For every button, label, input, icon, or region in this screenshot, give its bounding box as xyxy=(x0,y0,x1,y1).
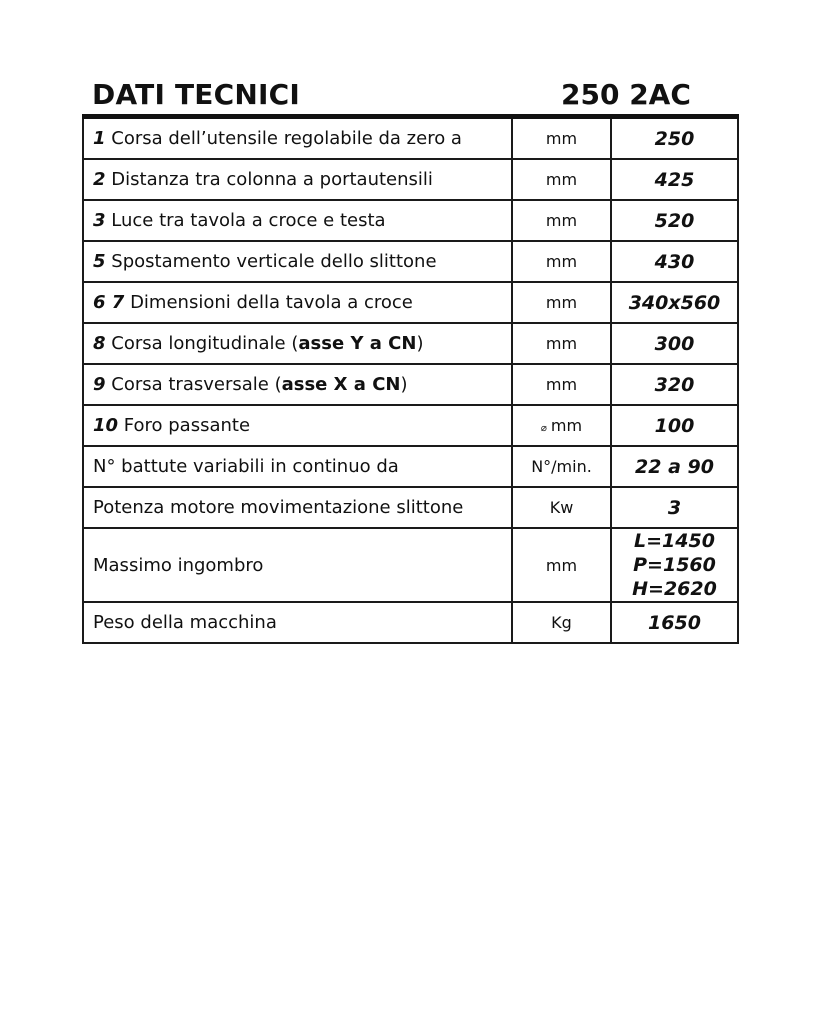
spec-label: Massimo ingombro xyxy=(83,528,512,602)
ref-number: 9 xyxy=(93,374,106,395)
dimension-depth: P=1560 xyxy=(633,554,716,576)
table-row xyxy=(83,405,738,446)
unit-text: mm xyxy=(550,416,583,435)
ref-number: 1 xyxy=(93,128,106,149)
spec-label xyxy=(83,282,512,323)
spec-label xyxy=(83,159,512,200)
spec-unit xyxy=(512,405,611,446)
table-row xyxy=(83,241,738,282)
spec-unit: mm xyxy=(512,200,611,241)
label-text: Corsa longitudinale ( xyxy=(111,333,299,354)
spec-unit: mm xyxy=(512,528,611,602)
spec-label xyxy=(83,405,512,446)
spec-unit: mm xyxy=(512,323,611,364)
ref-number: 6 7 xyxy=(93,292,125,313)
table-row xyxy=(83,602,738,643)
table-row xyxy=(83,528,738,602)
table-row xyxy=(83,159,738,200)
spec-label xyxy=(83,323,512,364)
label-text: Luce tra tavola a croce e testa xyxy=(111,210,386,231)
spec-unit: Kg xyxy=(512,602,611,643)
ref-number: 3 xyxy=(93,210,106,231)
header xyxy=(92,78,732,114)
spec-value: 3 xyxy=(611,487,738,528)
table-row xyxy=(83,446,738,487)
ref-number: 5 xyxy=(93,251,106,272)
spec-value xyxy=(611,528,738,602)
ref-number: 8 xyxy=(93,333,106,354)
spec-unit: N°/min. xyxy=(512,446,611,487)
label-text: Dimensioni della tavola a croce xyxy=(130,292,413,313)
table-row xyxy=(83,282,738,323)
spec-unit: mm xyxy=(512,282,611,323)
spec-value: 425 xyxy=(611,159,738,200)
spec-unit: mm xyxy=(512,159,611,200)
spec-label xyxy=(83,117,512,160)
spec-label xyxy=(83,241,512,282)
table-row xyxy=(83,117,738,160)
label-text: Spostamento verticale dello slittone xyxy=(111,251,437,272)
label-end: ) xyxy=(400,374,408,395)
dimension-height: H=2620 xyxy=(632,578,717,600)
spec-value: 340x560 xyxy=(611,282,738,323)
spec-value: 520 xyxy=(611,200,738,241)
ref-number: 2 xyxy=(93,169,106,190)
spec-label xyxy=(83,364,512,405)
label-text: Corsa dell’utensile regolabile da zero a xyxy=(111,128,462,149)
spec-label xyxy=(83,200,512,241)
spec-unit: Kw xyxy=(512,487,611,528)
label-text: Corsa trasversale ( xyxy=(111,374,282,395)
spec-value: 320 xyxy=(611,364,738,405)
spec-value: 250 xyxy=(611,117,738,160)
label-end: ) xyxy=(416,333,424,354)
spec-unit: mm xyxy=(512,117,611,160)
spec-unit: mm xyxy=(512,364,611,405)
spec-unit: mm xyxy=(512,241,611,282)
ref-number: 10 xyxy=(93,415,119,436)
spec-value: 300 xyxy=(611,323,738,364)
diameter-icon: ⌀ xyxy=(540,423,547,434)
label-text: Foro passante xyxy=(123,415,251,436)
model-name: 250 2AC xyxy=(561,78,691,111)
axis-label: asse X a CN xyxy=(281,374,401,395)
axis-label: asse Y a CN xyxy=(298,333,417,354)
spec-value: 22 a 90 xyxy=(611,446,738,487)
table-row xyxy=(83,487,738,528)
dimension-length: L=1450 xyxy=(634,530,715,552)
label-text: Distanza tra colonna a portautensili xyxy=(111,169,433,190)
page-title: DATI TECNICI xyxy=(92,78,300,111)
spec-value: 430 xyxy=(611,241,738,282)
table-row xyxy=(83,323,738,364)
table-row xyxy=(83,200,738,241)
spec-label: N° battute variabili in continuo da xyxy=(83,446,512,487)
spec-value: 1650 xyxy=(611,602,738,643)
table-row xyxy=(83,364,738,405)
spec-label: Peso della macchina xyxy=(83,602,512,643)
spec-label: Potenza motore movimentazione slittone xyxy=(83,487,512,528)
technical-data-table xyxy=(82,114,739,644)
spec-value: 100 xyxy=(611,405,738,446)
